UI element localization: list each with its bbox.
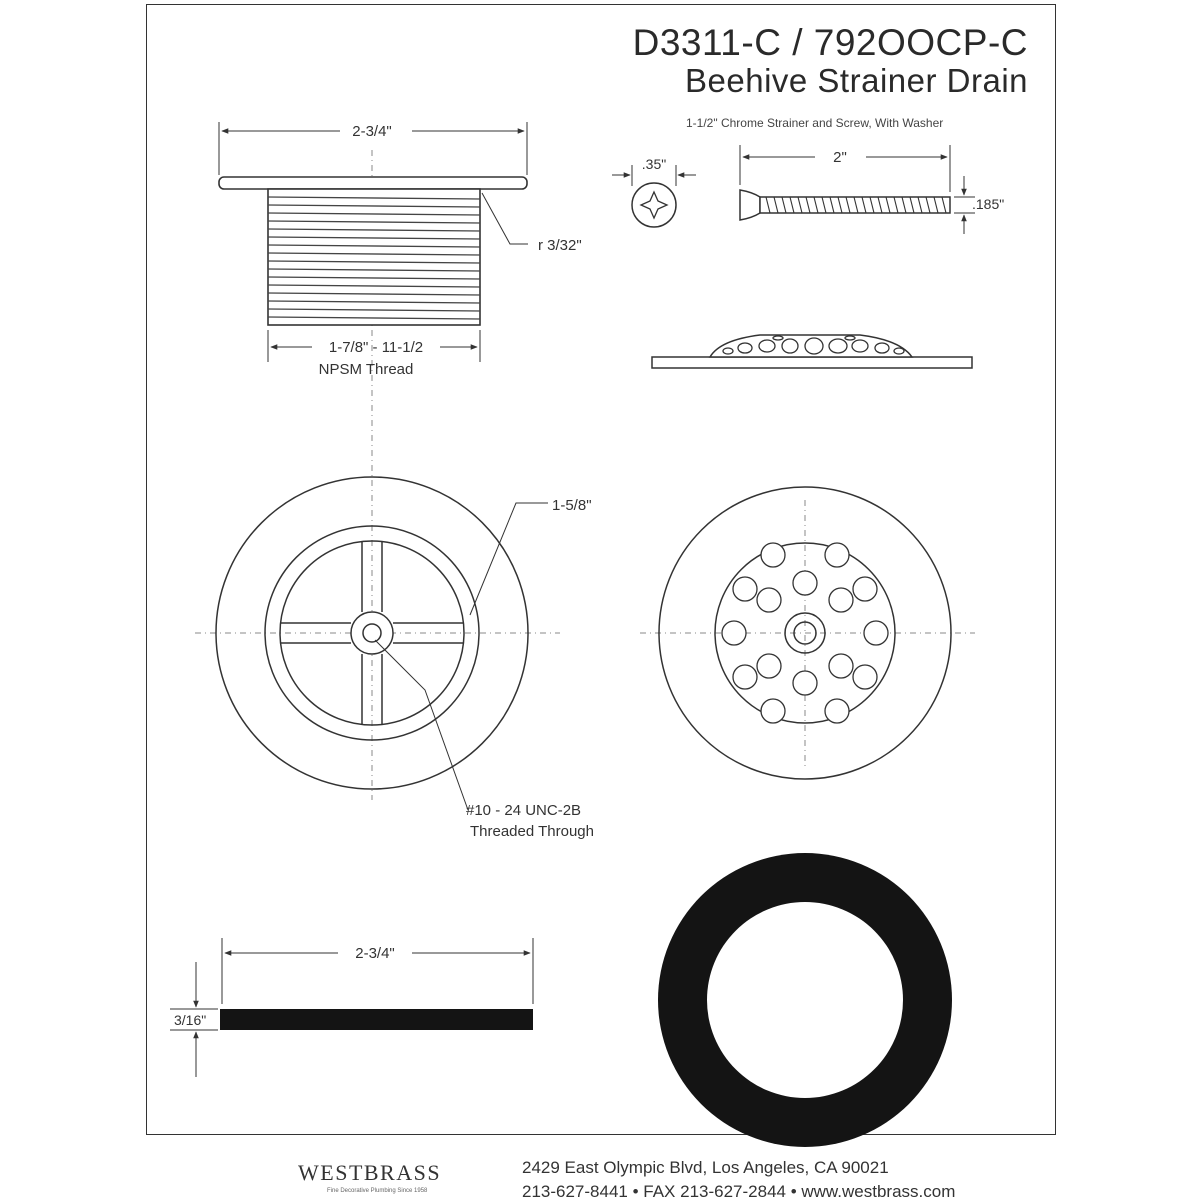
opening-label: 1-5/8" [552, 497, 592, 514]
washer-width-label: 2-3/4" [355, 945, 395, 962]
screw-head-view [612, 165, 696, 227]
washer-top-view [658, 853, 952, 1147]
brand-logo: WESTBRASS [298, 1160, 442, 1185]
screw-length-label: 2" [833, 149, 847, 166]
body-width-label: 2-3/4" [352, 123, 392, 140]
tap-label-line2: Threaded Through [470, 823, 594, 840]
tap-label-line1: #10 - 24 UNC-2B [466, 802, 582, 819]
thread-type-label: NPSM Thread [318, 361, 414, 378]
company-address: 2429 East Olympic Blvd, Los Angeles, CA 90021 [522, 1158, 889, 1177]
brand-tagline: Fine Decorative Plumbing Since 1958 [327, 1188, 428, 1194]
drain-top-view [216, 477, 548, 810]
screw-side-view [740, 145, 975, 234]
washer-thickness-label: 3/16" [174, 1012, 207, 1028]
strainer-side-view [652, 335, 972, 368]
radius-label: r 3/32" [538, 237, 582, 254]
drain-body-side-view [219, 122, 528, 362]
screw-head-label: .35" [641, 156, 667, 172]
product-name: Beehive Strainer Drain [685, 62, 1028, 99]
thread-size-label: 1-7/8" - 11-1/2 [328, 339, 424, 356]
product-description: 1-1/2" Chrome Strainer and Screw, With Washer [686, 116, 944, 130]
company-contact: 213-627-8441 • FAX 213-627-2844 • www.westbrass.com [522, 1182, 956, 1201]
washer-side-view [170, 938, 533, 1077]
model-number: D3311-C / 792OOCP-C [632, 22, 1028, 63]
screw-diameter-label: .185" [972, 196, 1005, 212]
